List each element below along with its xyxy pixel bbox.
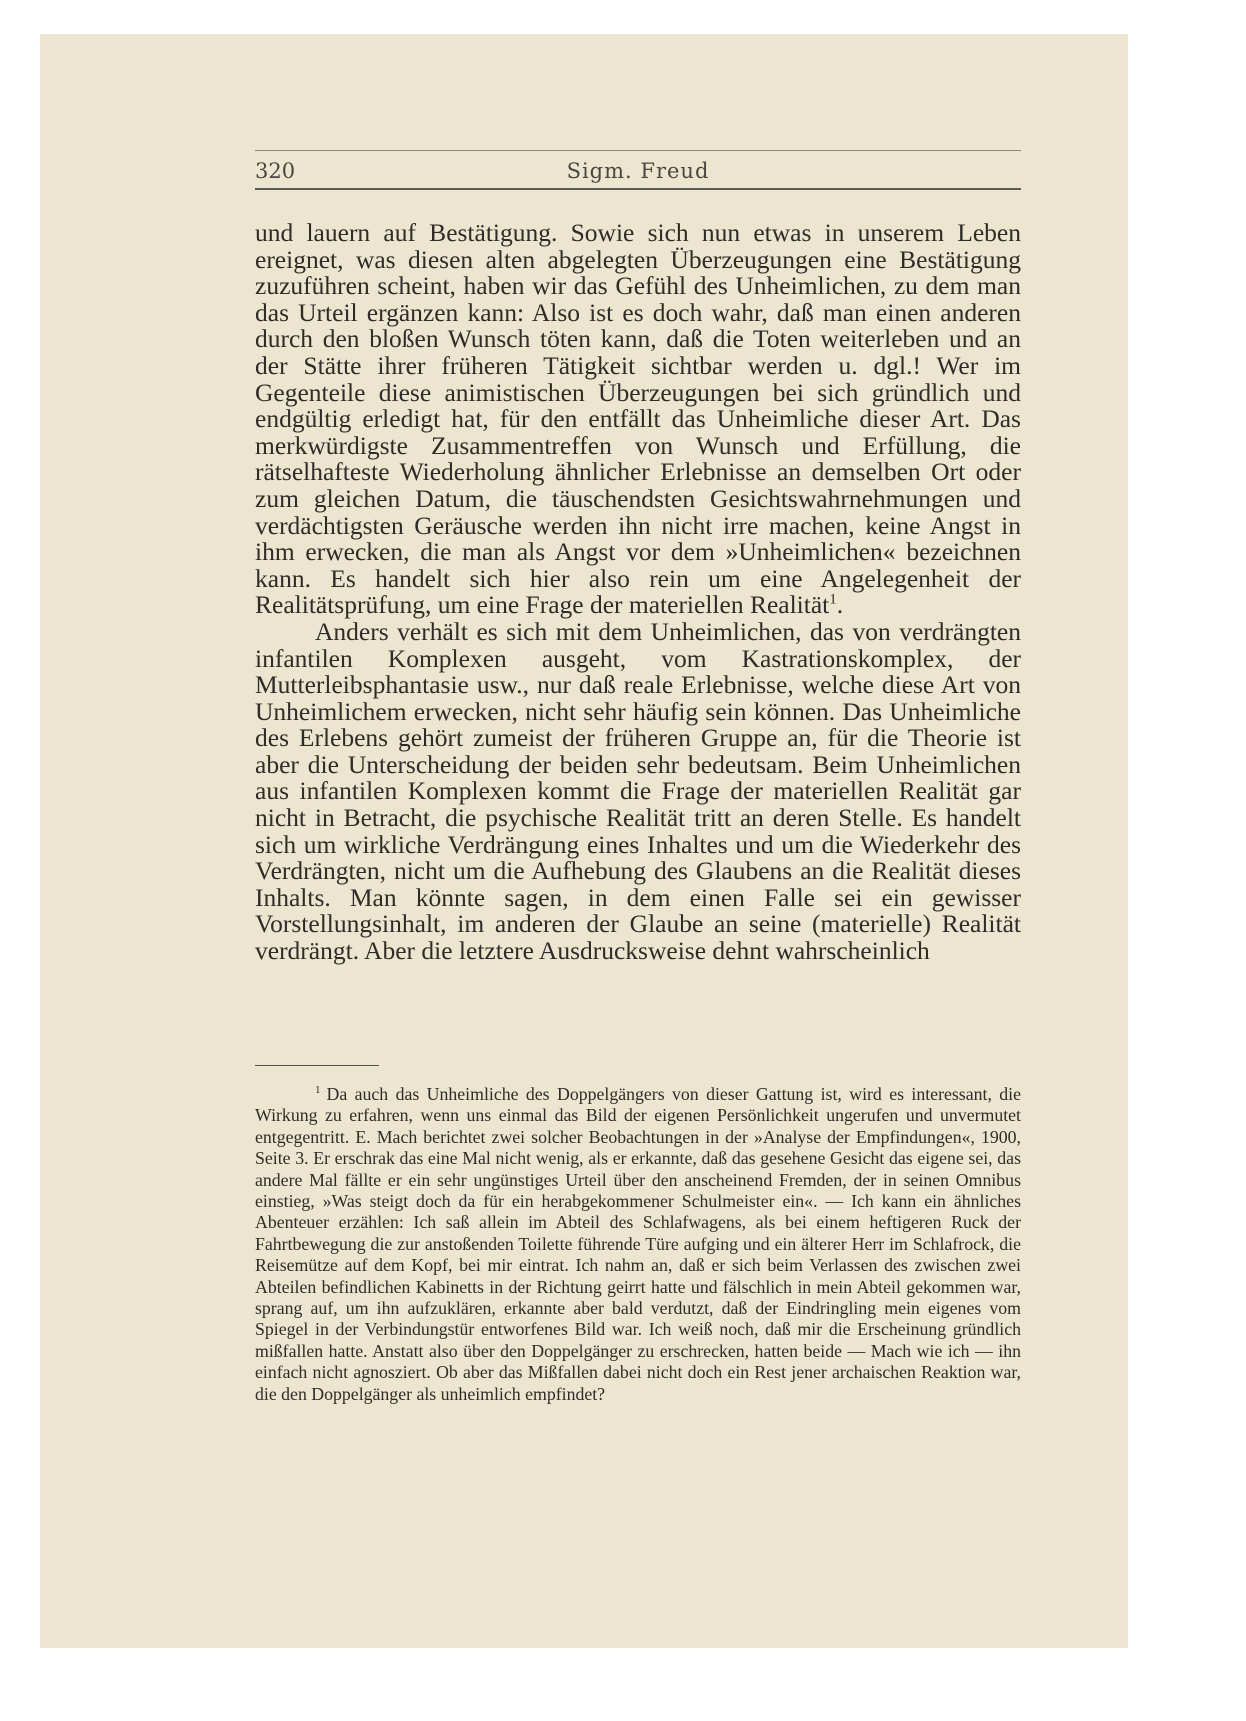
body-text <box>255 220 1021 965</box>
header-rule-bottom <box>255 188 1021 190</box>
footnote-text: Da auch das Unheimliche des Doppelgängers von dieser Gattung ist, wird es interessant, die Wirkung zu erfahren, wenn uns einmal das Bild der eigenen Persönlichkeit ungerufen und unvermutet entgegentritt. E. Mach berichtet zwei solcher Beobachtungen in der »Analyse der Empfindungen«, 1900, Seite 3. Er erschrak das eine Mal nicht wenig, als er erkannte, daß das gesehene Gesicht das eigene sei, das andere Mal fällte er ein sehr ungünstiges Urteil über den anscheinend Fremden, der in seinen Omnibus einstieg, »Was steigt doch da für ein herabgekommener Schulmeister ein«. — Ich kann ein ähnliches Abenteuer erzählen: Ich saß allein im Abteil des Schlafwagens, als bei einem heftigeren Ruck der Fahrtbewegung die zur anstoßenden Toilette führende Türe aufging und ein älterer Herr im Schlafrock, die Reisemütze auf dem Kopf, bei mir eintrat. Ich nahm an, daß er sich beim Verlassen des zwischen zwei Abteilen befindlichen Kabinetts in der Richtung geirrt hatte und fälschlich in mein Abteil gekommen war, sprang auf, um ihn aufzuklären, erkannte aber bald verdutzt, daß der Eindringling mein eigenes vom Spiegel in der Verbindungstür entworfenes Bild war. Ich weiß noch, daß mir die Erscheinung gründlich mißfallen hatte. Anstatt also über den Doppelgänger zu erschrecken, hatten beide — Mach wie ich — ihn einfach nicht agnosziert. Ob aber das Mißfallen dabei nicht doch ein Rest jener archaischen Reaktion war, die den Doppelgänger als unheimlich empfindet? <box>255 1084 1021 1404</box>
footnote-rule <box>255 1065 379 1066</box>
paragraph <box>255 220 1021 619</box>
page-number: 320 <box>255 159 296 183</box>
footnote-reference: 1 <box>829 591 837 608</box>
paragraph-end: . <box>836 590 844 620</box>
header-rule-top <box>255 150 1021 151</box>
paragraph: Anders verhält es sich mit dem Unheimlichen, das von verdrängten infantilen Komplexen ausgeht, vom Kastrationskomplex, der Mutterleibsphantasie usw., nur daß reale Erlebnisse, welche diese Art von Unheimlichem erwecken, nicht sehr häufig sein können. Das Unheimliche des Erlebens gehört zumeist der früheren Gruppe an, für die Theorie ist aber die Unterscheidung der beiden sehr bedeutsam. Beim Unheimlichen aus infantilen Komplexen kommt die Frage der materiellen Realität gar nicht in Betracht, die psychische Realität tritt an deren Stelle. Es handelt sich um wirkliche Verdrängung eines Inhaltes und um die Wiederkehr des Verdrängten, nicht um die Aufhebung des Glaubens an die Realität dieses Inhalts. Man könnte sagen, in dem einen Falle sei ein gewisser Vorstellungsinhalt, im anderen der Glaube an seine (materielle) Realität verdrängt. Aber die letztere Ausdrucksweise dehnt wahrscheinlich <box>255 616 1021 966</box>
running-title: Sigm. Freud <box>566 159 710 183</box>
paragraph-text: und lauern auf Bestätigung. Sowie sich nun etwas in unserem Leben ereignet, was diesen alten abgelegten Überzeugungen eine Bestätigung zuzuführen scheint, haben wir das Gefühl des Unheimlichen, zu dem man das Urteil ergänzen kann: Also ist es doch wahr, daß man einen anderen durch den bloßen Wunsch töten kann, daß die Toten weiterleben und an der Stätte ihrer früheren Tätigkeit sichtbar werden u. dgl.! Wer im Gegenteile diese animistischen Überzeugungen bei sich gründlich und endgültig erledigt hat, für den entfällt das Unheimliche dieser Art. Das merkwürdigste Zusammentreffen von Wunsch und Erfüllung, die rätselhafteste Wiederholung ähnlicher Erlebnisse an demselben Ort oder zum gleichen Datum, die täuschendsten Gesichtswahrnehmungen und verdächtigsten Geräusche werden ihn nicht irre machen, keine Angst in ihm erwecken, die man als Angst vor dem »Unheimlichen« bezeichnen kann. Es handelt sich hier also rein um eine Angelegenheit der Realitätsprüfung, um eine Frage der materiellen Realität <box>255 218 1021 620</box>
footnote-marker: 1 <box>315 1084 321 1097</box>
page-header <box>255 150 1021 190</box>
footnote <box>255 1084 1021 1405</box>
